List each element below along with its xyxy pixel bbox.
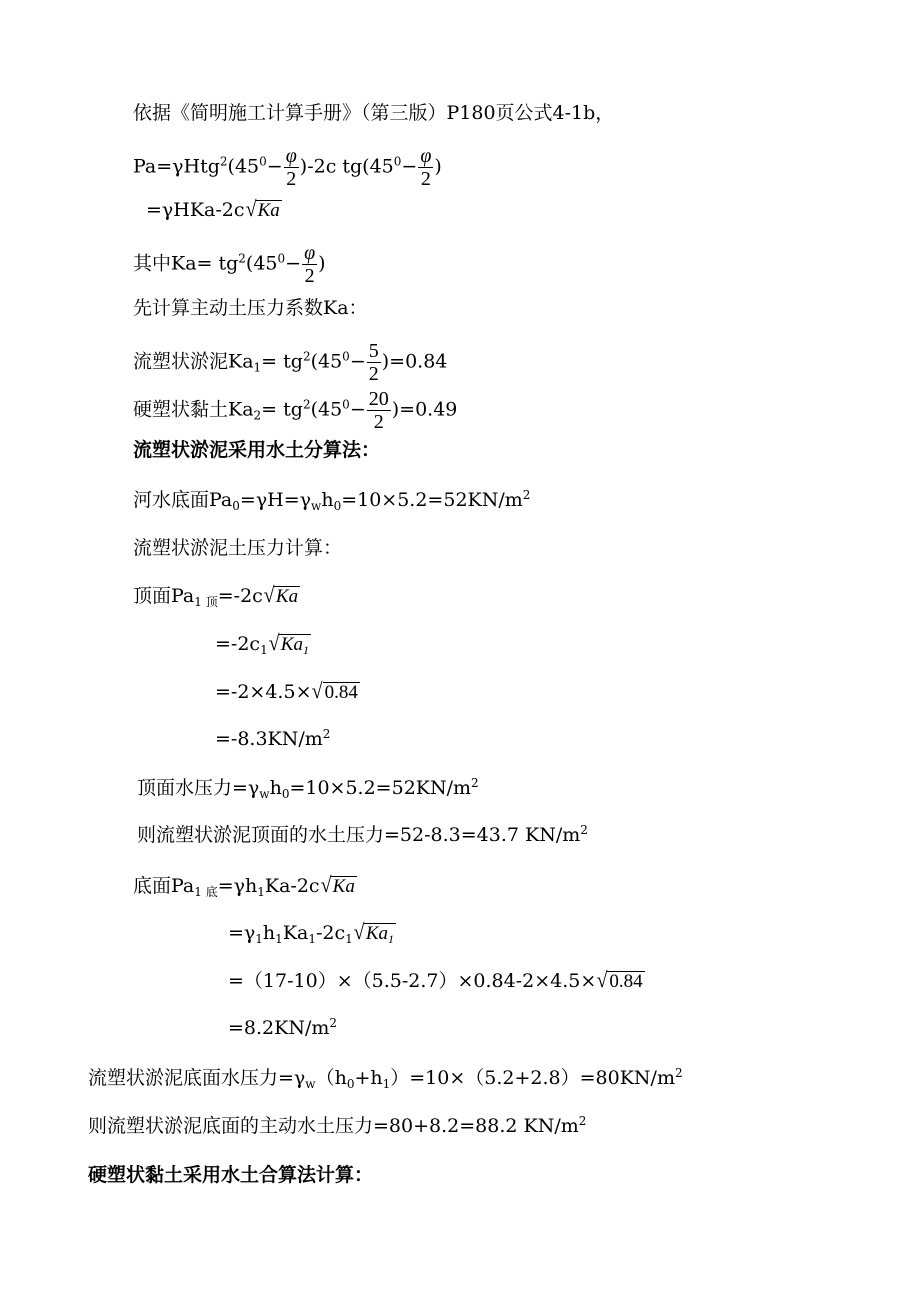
reference-line: 依据《简明施工计算手册》（第三版）P180页公式4-1b， (133, 102, 615, 124)
silt-pressure-title: 流塑状淤泥土压力计算： (133, 537, 343, 559)
ka1-line: 流塑状淤泥$Ka_1= tg^2(45^0-$ $\frac{5}{2}$ )=0.84 (133, 340, 448, 385)
top-water-pressure: 顶面水压力$=\gamma_wh_0=10\times 5.2=52KN/m^2$ (137, 776, 479, 801)
bottom-surface-line3: =（17-10）×（5.5-2.7）×0.84-2×4.5×√0.84 (228, 967, 643, 992)
top-surface-line2: $=-2c_1√Ka_1$ (215, 630, 309, 657)
top-surface-line1: 顶面$Pa_{1 顶}=-2c√Ka$ (133, 582, 299, 609)
phi-over-2-fraction: $\frac{\varphi}{2}$ (285, 145, 297, 190)
sqrt-ka: √Ka (263, 582, 299, 607)
bottom-water-pressure: 流塑状淤泥底面水压力$=\gamma_w(h_0+h_1)=10\times(5.2+2.8)=80KN/m^2$ (88, 1066, 683, 1091)
river-bottom-pressure: 河水底面$Pa_0=\gamma H=\gamma_wh_0=10\times 5.2=52KN/m^2$ (133, 488, 531, 513)
top-surface-line4: $=-8.3KN/m^2$ (215, 727, 331, 750)
sqrt-ka: √Ka (320, 872, 355, 897)
heading-silt-method: 流塑状淤泥采用水土分算法： (133, 439, 381, 461)
bottom-surface-line1: 底面$Pa_{1 底}=\gamma h_1Ka-2c√Ka$ (133, 872, 355, 899)
sqrt-ka1: $√Ka_1$ (353, 919, 395, 946)
top-total-pressure: 则流塑状淤泥顶面的水土压力=52-8.3=43.7 $KN/m^2$ (137, 823, 588, 846)
sqrt-084: √0.84 (596, 967, 643, 992)
bottom-total-pressure: 则流塑状淤泥底面的主动水土压力=80+8.2=88.2 $KN/m^2$ (88, 1114, 587, 1137)
ka-definition: 其中$Ka= tg^2(45^0-$ $\frac{\varphi}{2}$ ) (133, 242, 326, 287)
pa-formula-simplified: =γHKa-2c√Ka (146, 196, 280, 221)
heading-clay-method: 硬塑状黏土采用水土合算法计算： (88, 1164, 374, 1186)
top-surface-line3: =-2×4.5×√0.84 (215, 678, 358, 703)
bottom-surface-line4: $=8.2KN/m^2$ (228, 1016, 338, 1039)
ka2-line: 硬塑状黏土$Ka_2= tg^2(45^0-$ $\frac{20}{2}$ )=0.49 (133, 388, 458, 433)
sqrt-ka: √Ka (245, 196, 280, 221)
bottom-surface-line2: $=\gamma_1h_1Ka_1-2c_1√Ka_1$ (228, 919, 395, 946)
phi-over-2-fraction: $\frac{\varphi}{2}$ (420, 145, 432, 190)
sqrt-ka1: $√Ka_1$ (268, 630, 309, 657)
pa-formula: $Pa=\gamma Htg^2(45^0-$ $\frac{\varphi}{2}$ )-2c $tg(45^0-$ $\frac{\varphi}{2}$ ) (133, 145, 442, 190)
coefficient-title: 先计算主动土压力系数Ka： (133, 297, 368, 319)
sqrt-084: √0.84 (312, 678, 358, 703)
phi-over-2-fraction: $\frac{\varphi}{2}$ (304, 242, 316, 287)
ka2-fraction: $\frac{20}{2}$ (368, 388, 389, 433)
ka1-fraction: $\frac{5}{2}$ (368, 340, 379, 385)
